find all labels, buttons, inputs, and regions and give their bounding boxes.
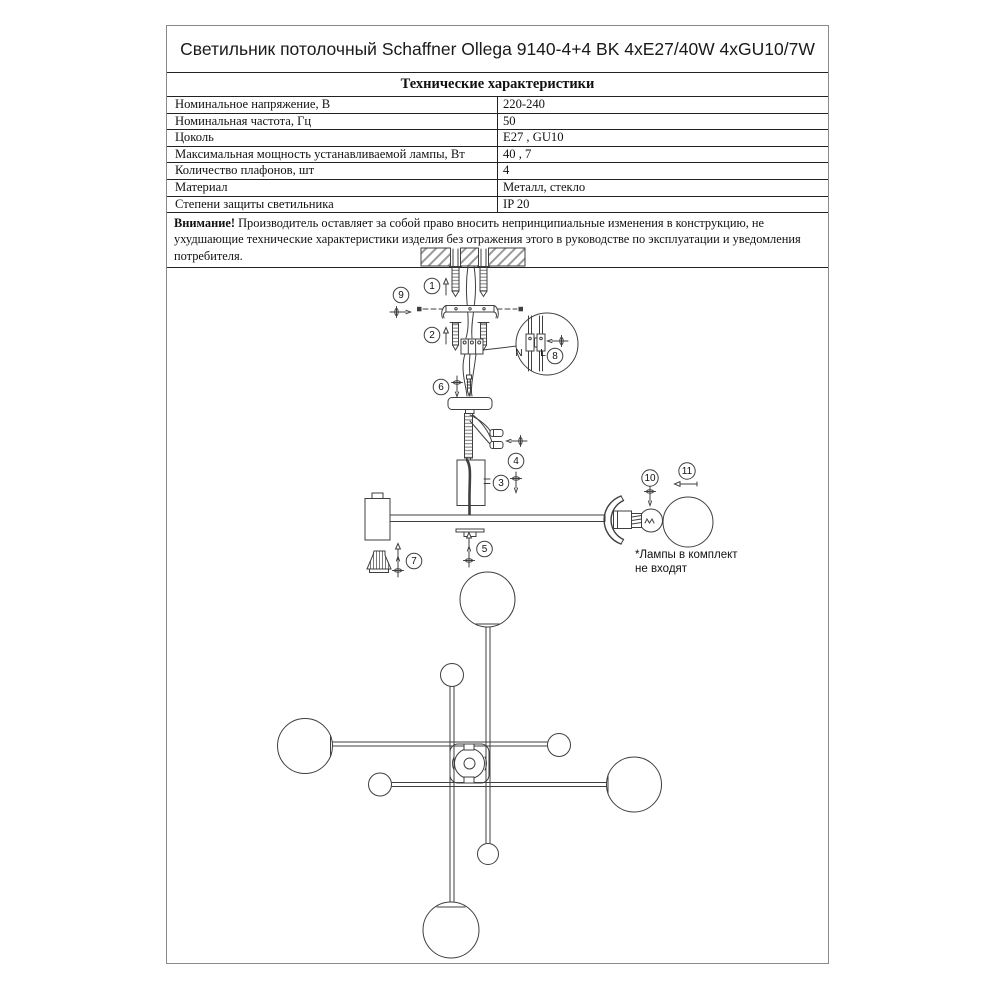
ceiling: [421, 248, 525, 267]
spec-value: 4: [503, 163, 510, 178]
spec-label: Номинальная частота, Гц: [167, 114, 498, 130]
screw-icon-4: [507, 436, 528, 447]
insert-arrow-step2: [444, 328, 449, 345]
e27-socket: [614, 511, 632, 529]
callout-6: [433, 379, 449, 395]
insert-arrow-step11: [675, 482, 698, 487]
svg-text:7: 7: [411, 556, 417, 567]
page-title-text: Светильник потолочный Schaffner Ollega 9140-4+4 BK 4xE27/40W 4xGU10/7W: [180, 38, 815, 59]
spec-value: E27 , GU10: [503, 130, 564, 145]
spec-label: Цоколь: [167, 130, 498, 146]
svg-text:3: 3: [498, 478, 504, 489]
lamps-note-line2: не входят: [635, 563, 688, 575]
svg-text:9: 9: [398, 290, 404, 301]
spec-label: Количество плафонов, шт: [167, 163, 498, 179]
callout-3: [493, 475, 509, 491]
callout-10: [642, 470, 658, 486]
mains-wires: [466, 266, 476, 338]
screw-icon-3: [511, 472, 522, 493]
spec-value: 50: [503, 113, 516, 128]
callout-4: [508, 453, 524, 469]
svg-text:2: 2: [429, 330, 435, 341]
callout-2: [424, 327, 440, 343]
svg-text:4: 4: [513, 456, 519, 467]
glass-globe: [663, 497, 713, 547]
warning-text: Производитель оставляет за собой право вносить непринципиальные изменения в конструкцию, не ухудшающие технические характеристики изделия без отражения этого в руководстве по эксплуатации и уведомления потребителя.: [174, 216, 801, 263]
wiring-detail: [515, 313, 578, 375]
callout-9: [393, 287, 409, 303]
wire-label-n: N: [515, 348, 523, 359]
mounting-bracket: [417, 306, 523, 319]
screw-icon-9: [390, 307, 411, 318]
globe-bottom: [423, 902, 479, 958]
gu10-bulb: [367, 551, 391, 573]
callout-5: [477, 541, 493, 557]
fixture-top-view: [278, 572, 662, 958]
spot-head-upper-left: [441, 664, 464, 687]
wire-connector-lower: [490, 442, 503, 449]
svg-text:1: 1: [429, 281, 435, 292]
svg-text:11: 11: [681, 466, 693, 477]
callout-7: [406, 553, 422, 569]
e27-bulb: [632, 509, 663, 532]
cross-bar: [390, 515, 605, 522]
warning-label: Внимание!: [174, 216, 235, 230]
spec-table-header: Технические характеристики: [167, 73, 828, 97]
callout-8: [547, 348, 563, 364]
wire-connector-upper: [490, 430, 503, 437]
central-housing: [457, 460, 490, 515]
threaded-pipe: [465, 414, 473, 461]
spot-head-mid-left: [369, 773, 392, 796]
lamps-note-line1: *Лампы в комплект: [635, 549, 738, 561]
terminal-block: [461, 339, 517, 396]
insert-arrow-step1: [444, 279, 449, 296]
spec-label: Максимальная мощность устанавливаемой лампы, Вт: [167, 147, 498, 163]
globe-top: [460, 572, 515, 627]
spec-value: Металл, стекло: [503, 179, 586, 194]
spec-label: Степени защиты светильника: [167, 197, 498, 213]
rod-horizontal-upper: [332, 742, 548, 746]
spot-head-lower-right: [478, 844, 499, 865]
screw-icon-5: [464, 547, 475, 568]
globe-left: [278, 719, 333, 774]
callout-1: [424, 278, 440, 294]
svg-text:6: 6: [438, 382, 444, 393]
screw-icon-10: [645, 485, 656, 506]
spec-value: IP 20: [503, 196, 530, 211]
rod-vertical-left: [450, 687, 454, 905]
callout-11: [679, 463, 695, 479]
left-lamp-housing: [365, 493, 390, 540]
spot-head-mid-right: [548, 734, 571, 757]
spec-value: 40 , 7: [503, 146, 532, 161]
spec-label: Номинальное напряжение, В: [167, 97, 498, 113]
rod-horizontal-lower: [392, 783, 607, 787]
spec-value: 220-240: [503, 97, 545, 111]
wire-label-l: L: [540, 348, 546, 359]
spec-label: Материал: [167, 180, 498, 196]
canopy: [448, 398, 492, 414]
mounting-screw-left: [450, 323, 461, 351]
svg-text:10: 10: [644, 473, 656, 484]
svg-text:5: 5: [481, 544, 488, 555]
screw-icon-6: [452, 375, 472, 397]
svg-text:8: 8: [552, 351, 558, 362]
rod-vertical-right: [486, 626, 490, 844]
globe-right: [607, 757, 662, 812]
